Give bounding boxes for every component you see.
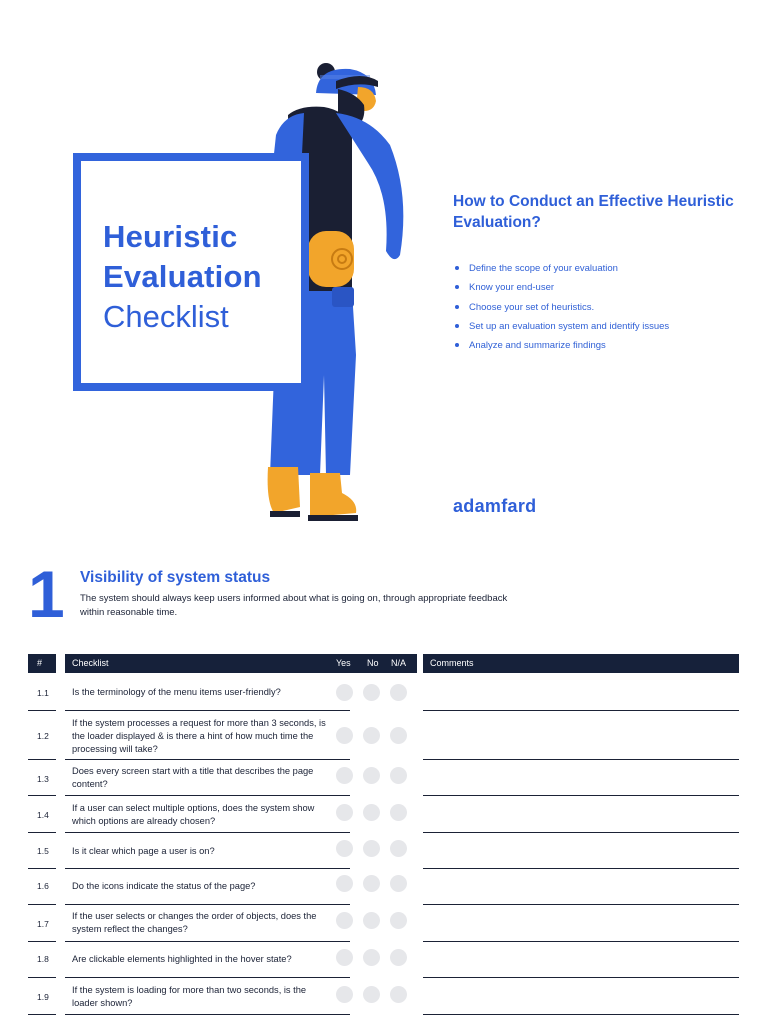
no-radio[interactable] xyxy=(363,875,380,892)
title-line-3: Checklist xyxy=(103,299,229,334)
na-radio[interactable] xyxy=(390,875,407,892)
header-number: # xyxy=(28,654,56,673)
howto-heading: How to Conduct an Effective Heuristic Evaluation? xyxy=(453,193,734,231)
row-question: Is the terminology of the menu items user-friendly? xyxy=(72,687,281,697)
na-radio[interactable] xyxy=(390,912,407,929)
yes-radio[interactable] xyxy=(336,912,353,929)
row-question: If the system is loading for more than two seconds, is the loader shown? xyxy=(72,985,307,1008)
header-checklist: Checklist xyxy=(65,654,350,673)
na-radio[interactable] xyxy=(390,727,407,744)
no-radio[interactable] xyxy=(363,840,380,857)
yes-radio[interactable] xyxy=(336,986,353,1003)
yes-radio[interactable] xyxy=(336,727,353,744)
no-radio[interactable] xyxy=(363,767,380,784)
no-radio[interactable] xyxy=(363,912,380,929)
section-number: 1 xyxy=(28,557,63,631)
row-number: 1.1 xyxy=(37,688,49,698)
row-number: 1.7 xyxy=(37,919,49,929)
no-radio[interactable] xyxy=(363,986,380,1003)
howto-step: Choose your set of heuristics. xyxy=(453,301,743,320)
na-radio[interactable] xyxy=(390,949,407,966)
na-radio[interactable] xyxy=(390,684,407,701)
table-row xyxy=(28,760,739,796)
row-question: Do the icons indicate the status of the page? xyxy=(72,881,256,891)
table-row xyxy=(28,869,739,905)
header-yes: Yes xyxy=(336,658,351,668)
table-row xyxy=(28,978,739,1015)
howto-step: Define the scope of your evaluation xyxy=(453,262,743,281)
na-radio[interactable] xyxy=(390,767,407,784)
howto-step: Know your end-user xyxy=(453,281,743,300)
yes-radio[interactable] xyxy=(336,767,353,784)
row-question: If a user can select multiple options, does the system show which options are already chosen? xyxy=(72,803,315,826)
row-question: If the user selects or changes the order of objects, does the system reflect the changes? xyxy=(72,911,317,934)
yes-radio[interactable] xyxy=(336,804,353,821)
title-card xyxy=(73,153,309,391)
yes-radio[interactable] xyxy=(336,840,353,857)
table-row xyxy=(28,942,739,978)
no-radio[interactable] xyxy=(363,804,380,821)
title-line-1: Heuristic xyxy=(103,219,238,254)
no-radio[interactable] xyxy=(363,727,380,744)
howto-step: Analyze and summarize findings xyxy=(453,339,743,358)
row-number: 1.8 xyxy=(37,954,49,964)
header-comments: Comments xyxy=(423,654,739,673)
na-radio[interactable] xyxy=(390,840,407,857)
table-row xyxy=(28,674,739,711)
howto-step: Set up an evaluation system and identify issues xyxy=(453,320,743,339)
row-question: If the system processes a request for more than 3 seconds, is the loader displayed & is there a hint of how much time the processing will take? xyxy=(72,718,326,754)
na-radio[interactable] xyxy=(390,804,407,821)
yes-radio[interactable] xyxy=(336,875,353,892)
row-question: Does every screen start with a title that describes the page content? xyxy=(72,766,314,789)
section-description: The system should always keep users informed about what is going on, through appropriate feedback within reasonable time. xyxy=(80,593,508,618)
yes-radio[interactable] xyxy=(336,949,353,966)
title-line-2: Evaluation xyxy=(103,259,262,294)
row-number: 1.6 xyxy=(37,881,49,891)
row-number: 1.5 xyxy=(37,846,49,856)
row-question: Is it clear which page a user is on? xyxy=(72,846,215,856)
howto-panel xyxy=(453,191,743,358)
table-row xyxy=(28,905,739,942)
section-title: Visibility of system status xyxy=(80,569,271,586)
header-na: N/A xyxy=(391,658,407,668)
table-row xyxy=(28,833,739,869)
table-row xyxy=(28,711,739,760)
no-radio[interactable] xyxy=(363,949,380,966)
header-answers xyxy=(329,654,417,673)
no-radio[interactable] xyxy=(363,684,380,701)
row-number: 1.3 xyxy=(37,774,49,784)
howto-steps xyxy=(453,262,743,358)
row-question: Are clickable elements highlighted in the hover state? xyxy=(72,954,292,964)
yes-radio[interactable] xyxy=(336,684,353,701)
table-header xyxy=(28,654,739,673)
comment-field[interactable] xyxy=(423,1014,739,1015)
na-radio[interactable] xyxy=(390,986,407,1003)
row-number: 1.4 xyxy=(37,810,49,820)
header-no: No xyxy=(367,658,379,668)
brand-logo: adamfard xyxy=(453,496,537,516)
row-number: 1.2 xyxy=(37,731,49,741)
row-number: 1.9 xyxy=(37,992,49,1002)
table-row xyxy=(28,796,739,833)
